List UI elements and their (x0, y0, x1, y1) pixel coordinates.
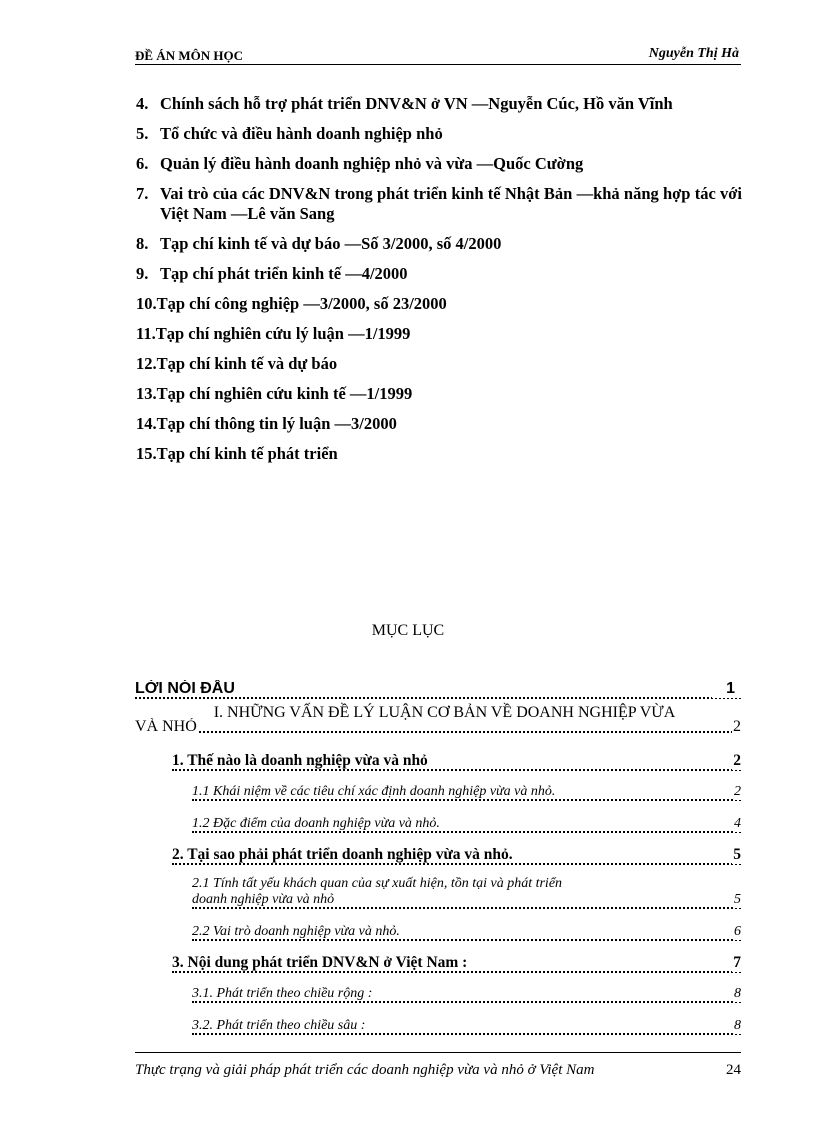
reference-item (136, 234, 742, 254)
reference-item (136, 384, 742, 404)
reference-item (136, 294, 742, 314)
reference-item (136, 264, 742, 284)
toc-entry-label: 1. Thế nào là doanh nghiệp vừa và nhỏ (172, 752, 428, 769)
toc-entry-page: 2 (734, 784, 741, 799)
reference-text: Vai trò của các DNV&N trong phát triển kinh tế Nhật Bản —khả năng hợp tác với Việt Nam —Lê văn Sang (160, 184, 742, 223)
reference-text: Quản lý điều hành doanh nghiệp nhỏ và vừa —Quốc Cường (160, 154, 584, 173)
reference-item (136, 184, 742, 224)
page-header (135, 46, 741, 65)
header-author-name: Nguyễn Thị Hà (648, 46, 739, 61)
reference-text: Tổ chức và điều hành doanh nghiệp nhỏ (160, 124, 443, 143)
toc-entry-page: 1 (712, 680, 741, 698)
toc-entry-label: 3.1. Phát triển theo chiều rộng : (192, 986, 373, 1001)
reference-text: 13.Tạp chí nghiên cứu kinh tế —1/1999 (136, 384, 413, 403)
toc-entry-subsection-1-1[interactable] (192, 784, 741, 804)
reference-item (136, 124, 742, 144)
toc-entry-label: 1.2 Đặc điểm của doanh nghiệp vừa và nhỏ. (192, 816, 440, 831)
toc-entry-subsection-3-2[interactable] (192, 1018, 741, 1038)
toc-entry-page: 5 (733, 846, 741, 863)
toc-entry-chapter-1[interactable] (172, 704, 717, 720)
toc-entry-subsection-1-2[interactable] (192, 816, 741, 836)
reference-item (136, 324, 742, 344)
toc-entry-label: I. NHỮNG VẤN ĐỀ LÝ LUẬN CƠ BẢN VỀ DOANH NGHIỆP VỪA (213, 704, 676, 721)
reference-item (136, 444, 742, 464)
reference-text: Chính sách hỗ trợ phát triển DNV&N ở VN —Nguyễn Cúc, Hồ văn Vĩnh (160, 94, 673, 113)
header-course-title: ĐỀ ÁN MÔN HỌC (135, 48, 243, 63)
toc-entry-page: 4 (734, 816, 741, 831)
reference-text: Tạp chí kinh tế và dự báo —Số 3/2000, số 4/2000 (160, 234, 502, 253)
toc-entry-label: LỜI NÓI ĐẦU (135, 680, 235, 697)
reference-item (136, 354, 742, 374)
reference-text: 12.Tạp chí kinh tế và dự báo (136, 354, 338, 373)
footer-document-title: Thực trạng và giải pháp phát triển các doanh nghiệp vừa và nhỏ ở Việt Nam (135, 1062, 595, 1078)
reference-text: 10.Tạp chí công nghiệp —3/2000, số 23/2000 (136, 294, 447, 313)
toc-entry-label: 2. Tại sao phải phát triển doanh nghiệp vừa và nhỏ. (172, 846, 513, 863)
toc-entry-subsection-2-2[interactable] (192, 924, 741, 944)
toc-entry-label: 1.1 Khái niệm về các tiêu chí xác định doanh nghiệp vừa và nhỏ. (192, 784, 556, 799)
toc-entry-section-2[interactable] (172, 846, 741, 868)
toc-title: MỤC LỤC (371, 622, 445, 639)
toc-entry-page: 2 (733, 752, 741, 769)
reference-list (136, 94, 742, 464)
toc-entry-page: 2 (733, 718, 741, 735)
toc-entry-page: 5 (734, 892, 741, 907)
reference-number: 8. (136, 234, 149, 253)
toc-entry-label-cont: doanh nghiệp vừa và nhỏ (192, 892, 335, 907)
toc-entry-section-3[interactable] (172, 954, 741, 976)
footer-page-number: 24 (726, 1062, 741, 1078)
reference-number: 4. (136, 94, 149, 113)
toc-entry-label: 3.2. Phát triển theo chiều sâu : (192, 1018, 366, 1033)
toc-entry-label: 2.2 Vai trò doanh nghiệp vừa và nhỏ. (192, 924, 400, 939)
reference-number: 9. (136, 264, 149, 283)
reference-text: 14.Tạp chí thông tin lý luận —3/2000 (136, 414, 397, 433)
toc-entry-page: 8 (734, 986, 741, 1001)
reference-text: Tạp chí phát triển kinh tế —4/2000 (160, 264, 408, 283)
toc-entry-page: 7 (733, 954, 741, 971)
toc-entry-label: 2.1 Tính tất yếu khách quan của sự xuất hiện, tồn tại và phát triển (192, 876, 563, 891)
toc-entry-subsection-2-1-cont[interactable] (192, 892, 741, 912)
toc-entry-label-cont: VÀ NHỎ (135, 718, 197, 735)
toc-entry-subsection-3-1[interactable] (192, 986, 741, 1006)
reference-number: 5. (136, 124, 149, 143)
toc-entry-page: 6 (734, 924, 741, 939)
reference-item (136, 154, 742, 174)
reference-item (136, 414, 742, 434)
page-footer (135, 1052, 741, 1078)
reference-item (136, 94, 742, 114)
reference-text: 15.Tạp chí kinh tế phát triển (136, 444, 338, 463)
reference-number: 6. (136, 154, 149, 173)
reference-text: 11.Tạp chí nghiên cứu lý luận —1/1999 (136, 324, 411, 343)
reference-number: 7. (136, 184, 149, 203)
toc-entry-preface[interactable] (135, 680, 741, 702)
toc-entry-section-1[interactable] (172, 752, 741, 774)
toc-entry-page: 8 (734, 1018, 741, 1033)
toc-entry-label: 3. Nội dung phát triển DNV&N ở Việt Nam : (172, 954, 468, 971)
